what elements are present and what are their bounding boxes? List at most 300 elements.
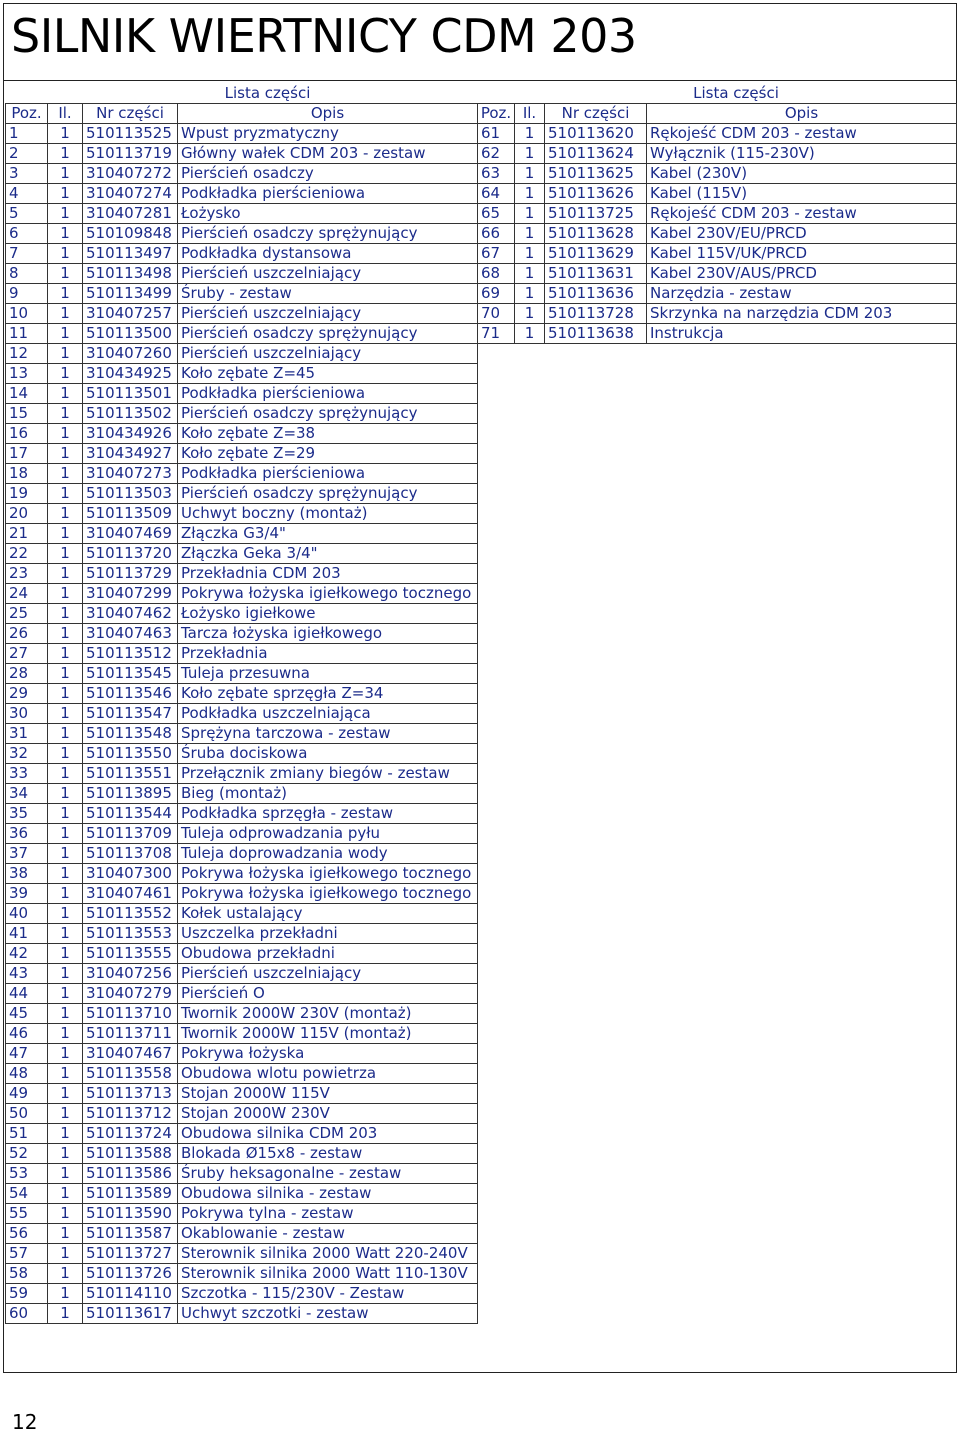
description-cell: Pierścień osadczy sprężynujący [178, 404, 478, 424]
table-row [6, 164, 478, 184]
qty-cell: 1 [48, 1024, 83, 1044]
part-number-cell: 310407273 [83, 464, 178, 484]
pos-cell: 46 [6, 1024, 48, 1044]
part-number-cell: 510113588 [83, 1144, 178, 1164]
table-row [478, 124, 957, 144]
col-part-header: Nr części [83, 104, 178, 124]
table-row [478, 244, 957, 264]
parts-table-right [477, 84, 957, 344]
description-cell: Uchwyt boczny (montaż) [178, 504, 478, 524]
pos-cell: 61 [478, 124, 515, 144]
table-row [6, 1204, 478, 1224]
description-cell: Kabel 230V/EU/PRCD [647, 224, 957, 244]
part-number-cell: 510113719 [83, 144, 178, 164]
description-cell: Łożysko igiełkowe [178, 604, 478, 624]
description-cell: Okablowanie - zestaw [178, 1224, 478, 1244]
description-cell: Pierścień uszczelniający [178, 344, 478, 364]
pos-cell: 36 [6, 824, 48, 844]
part-number-cell: 510113590 [83, 1204, 178, 1224]
page-title: SILNIK WIERTNICY CDM 203 [3, 3, 957, 81]
part-number-cell: 510113497 [83, 244, 178, 264]
part-number-cell: 510113498 [83, 264, 178, 284]
part-number-cell: 510113638 [545, 324, 647, 344]
part-number-cell: 310407256 [83, 964, 178, 984]
pos-cell: 22 [6, 544, 48, 564]
part-number-cell: 510113587 [83, 1224, 178, 1244]
description-cell: Złączka G3/4" [178, 524, 478, 544]
pos-cell: 41 [6, 924, 48, 944]
table-row [6, 844, 478, 864]
pos-cell: 23 [6, 564, 48, 584]
table-row [6, 564, 478, 584]
part-number-cell: 510113724 [83, 1124, 178, 1144]
description-cell: Koło zębate sprzęgła Z=34 [178, 684, 478, 704]
qty-cell: 1 [48, 504, 83, 524]
list-header-row [6, 84, 478, 104]
table-row [478, 164, 957, 184]
qty-cell: 1 [48, 984, 83, 1004]
col-pos-header: Poz. [478, 104, 515, 124]
description-cell: Pierścień osadczy sprężynujący [178, 324, 478, 344]
qty-cell: 1 [48, 684, 83, 704]
qty-cell: 1 [515, 124, 545, 144]
part-number-cell: 510113628 [545, 224, 647, 244]
pos-cell: 12 [6, 344, 48, 364]
table-row [6, 1124, 478, 1144]
table-row [6, 784, 478, 804]
pos-cell: 56 [6, 1224, 48, 1244]
description-cell: Tuleja odprowadzania pyłu [178, 824, 478, 844]
qty-cell: 1 [48, 564, 83, 584]
pos-cell: 64 [478, 184, 515, 204]
table-row [6, 324, 478, 344]
table-row [6, 1064, 478, 1084]
part-number-cell: 510113586 [83, 1164, 178, 1184]
part-number-cell: 310407462 [83, 604, 178, 624]
description-cell: Obudowa silnika CDM 203 [178, 1124, 478, 1144]
description-cell: Śruby heksagonalne - zestaw [178, 1164, 478, 1184]
pos-cell: 29 [6, 684, 48, 704]
table-row [6, 1084, 478, 1104]
table-row [6, 724, 478, 744]
part-number-cell: 510113712 [83, 1104, 178, 1124]
qty-cell: 1 [48, 744, 83, 764]
pos-cell: 14 [6, 384, 48, 404]
table-row [478, 264, 957, 284]
description-cell: Przekładnia CDM 203 [178, 564, 478, 584]
part-number-cell: 310434927 [83, 444, 178, 464]
pos-cell: 17 [6, 444, 48, 464]
table-row [6, 404, 478, 424]
table-row [6, 224, 478, 244]
part-number-cell: 510113720 [83, 544, 178, 564]
part-number-cell: 510113624 [545, 144, 647, 164]
pos-cell: 7 [6, 244, 48, 264]
table-row [6, 444, 478, 464]
part-number-cell: 510113725 [545, 204, 647, 224]
part-number-cell: 510113552 [83, 904, 178, 924]
table-row [6, 684, 478, 704]
qty-cell: 1 [48, 1124, 83, 1144]
qty-cell: 1 [48, 524, 83, 544]
part-number-cell: 510113500 [83, 324, 178, 344]
part-number-cell: 310434926 [83, 424, 178, 444]
description-cell: Łożysko [178, 204, 478, 224]
description-cell: Podkładka dystansowa [178, 244, 478, 264]
qty-cell: 1 [48, 144, 83, 164]
table-row [6, 384, 478, 404]
part-number-cell: 510113708 [83, 844, 178, 864]
part-number-cell: 510113544 [83, 804, 178, 824]
col-qty-header: Il. [515, 104, 545, 124]
table-row [6, 304, 478, 324]
qty-cell: 1 [48, 804, 83, 824]
pos-cell: 2 [6, 144, 48, 164]
qty-cell: 1 [48, 964, 83, 984]
table-row [6, 364, 478, 384]
description-cell: Rękojeść CDM 203 - zestaw [647, 124, 957, 144]
pos-cell: 70 [478, 304, 515, 324]
table-row [6, 124, 478, 144]
qty-cell: 1 [515, 184, 545, 204]
table-row [6, 964, 478, 984]
qty-cell: 1 [48, 184, 83, 204]
part-number-cell: 310407300 [83, 864, 178, 884]
page-number: 12 [12, 1410, 38, 1434]
qty-cell: 1 [515, 224, 545, 244]
description-cell: Koło zębate Z=29 [178, 444, 478, 464]
part-number-cell: 510113711 [83, 1024, 178, 1044]
qty-cell: 1 [48, 1004, 83, 1024]
column-header-row [478, 104, 957, 124]
table-row [6, 1024, 478, 1044]
table-row [6, 644, 478, 664]
table-row [6, 1004, 478, 1024]
pos-cell: 43 [6, 964, 48, 984]
pos-cell: 30 [6, 704, 48, 724]
qty-cell: 1 [48, 1144, 83, 1164]
qty-cell: 1 [48, 1044, 83, 1064]
part-number-cell: 510113502 [83, 404, 178, 424]
table-row [6, 1104, 478, 1124]
pos-cell: 48 [6, 1064, 48, 1084]
qty-cell: 1 [48, 924, 83, 944]
qty-cell: 1 [48, 424, 83, 444]
qty-cell: 1 [48, 1064, 83, 1084]
pos-cell: 18 [6, 464, 48, 484]
pos-cell: 58 [6, 1264, 48, 1284]
part-number-cell: 310434925 [83, 364, 178, 384]
qty-cell: 1 [48, 404, 83, 424]
qty-cell: 1 [48, 764, 83, 784]
part-number-cell: 510113547 [83, 704, 178, 724]
part-number-cell: 510113631 [545, 264, 647, 284]
description-cell: Pokrywa łożyska igiełkowego tocznego [178, 884, 478, 904]
description-cell: Skrzynka na narzędzia CDM 203 [647, 304, 957, 324]
table-row [6, 1184, 478, 1204]
part-number-cell: 510113558 [83, 1064, 178, 1084]
description-cell: Podkładka uszczelniająca [178, 704, 478, 724]
part-number-cell: 310407281 [83, 204, 178, 224]
part-number-cell: 510113512 [83, 644, 178, 664]
description-cell: Tuleja doprowadzania wody [178, 844, 478, 864]
pos-cell: 66 [478, 224, 515, 244]
pos-cell: 57 [6, 1244, 48, 1264]
description-cell: Tarcza łożyska igiełkowego [178, 624, 478, 644]
table-row [6, 764, 478, 784]
part-number-cell: 310407260 [83, 344, 178, 364]
table-row [6, 1284, 478, 1304]
qty-cell: 1 [48, 484, 83, 504]
qty-cell: 1 [48, 204, 83, 224]
description-cell: Szczotka - 115/230V - Zestaw [178, 1284, 478, 1304]
description-cell: Przełącznik zmiany biegów - zestaw [178, 764, 478, 784]
part-number-cell: 510113713 [83, 1084, 178, 1104]
pos-cell: 42 [6, 944, 48, 964]
description-cell: Blokada Ø15x8 - zestaw [178, 1144, 478, 1164]
qty-cell: 1 [48, 864, 83, 884]
part-number-cell: 510113545 [83, 664, 178, 684]
part-number-cell: 510113728 [545, 304, 647, 324]
part-number-cell: 310407461 [83, 884, 178, 904]
table-row [6, 464, 478, 484]
part-number-cell: 510113620 [545, 124, 647, 144]
qty-cell: 1 [48, 1224, 83, 1244]
qty-cell: 1 [48, 1164, 83, 1184]
description-cell: Pierścień O [178, 984, 478, 1004]
pos-cell: 45 [6, 1004, 48, 1024]
description-cell: Kabel (115V) [647, 184, 957, 204]
part-number-cell: 510113525 [83, 124, 178, 144]
pos-cell: 59 [6, 1284, 48, 1304]
part-number-cell: 510113548 [83, 724, 178, 744]
pos-cell: 27 [6, 644, 48, 664]
qty-cell: 1 [48, 264, 83, 284]
description-cell: Koło zębate Z=38 [178, 424, 478, 444]
description-cell: Główny wałek CDM 203 - zestaw [178, 144, 478, 164]
table-row [6, 584, 478, 604]
qty-cell: 1 [48, 1244, 83, 1264]
pos-cell: 35 [6, 804, 48, 824]
table-row [6, 904, 478, 924]
table-row [478, 184, 957, 204]
table-row [6, 1224, 478, 1244]
description-cell: Śruba dociskowa [178, 744, 478, 764]
col-desc-header: Opis [647, 104, 957, 124]
qty-cell: 1 [515, 324, 545, 344]
pos-cell: 65 [478, 204, 515, 224]
table-row [478, 144, 957, 164]
pos-cell: 67 [478, 244, 515, 264]
description-cell: Wpust pryzmatyczny [178, 124, 478, 144]
table-row [6, 944, 478, 964]
pos-cell: 62 [478, 144, 515, 164]
table-row [478, 324, 957, 344]
pos-cell: 20 [6, 504, 48, 524]
table-row [6, 184, 478, 204]
table-row [478, 284, 957, 304]
qty-cell: 1 [515, 144, 545, 164]
table-row [6, 484, 478, 504]
pos-cell: 16 [6, 424, 48, 444]
pos-cell: 63 [478, 164, 515, 184]
description-cell: Pokrywa łożyska [178, 1044, 478, 1064]
table-row [6, 924, 478, 944]
table-row [6, 264, 478, 284]
pos-cell: 52 [6, 1144, 48, 1164]
part-number-cell: 510113553 [83, 924, 178, 944]
pos-cell: 1 [6, 124, 48, 144]
qty-cell: 1 [48, 784, 83, 804]
qty-cell: 1 [48, 844, 83, 864]
part-number-cell: 310407257 [83, 304, 178, 324]
description-cell: Obudowa silnika - zestaw [178, 1184, 478, 1204]
description-cell: Śruby - zestaw [178, 284, 478, 304]
table-row [6, 1144, 478, 1164]
pos-cell: 8 [6, 264, 48, 284]
description-cell: Pokrywa łożyska igiełkowego tocznego [178, 864, 478, 884]
qty-cell: 1 [48, 884, 83, 904]
pos-cell: 32 [6, 744, 48, 764]
description-cell: Sterownik silnika 2000 Watt 220-240V [178, 1244, 478, 1264]
description-cell: Pierścień uszczelniający [178, 304, 478, 324]
list-title-left: Lista części [224, 84, 311, 103]
pos-cell: 47 [6, 1044, 48, 1064]
table-row [6, 1044, 478, 1064]
qty-cell: 1 [48, 584, 83, 604]
qty-cell: 1 [48, 124, 83, 144]
table-row [6, 544, 478, 564]
table-row [478, 304, 957, 324]
col-part-header: Nr części [545, 104, 647, 124]
pos-cell: 71 [478, 324, 515, 344]
table-row [6, 604, 478, 624]
qty-cell: 1 [48, 904, 83, 924]
table-row [6, 204, 478, 224]
qty-cell: 1 [515, 164, 545, 184]
pos-cell: 60 [6, 1304, 48, 1324]
qty-cell: 1 [48, 304, 83, 324]
qty-cell: 1 [48, 1104, 83, 1124]
table-row [478, 204, 957, 224]
description-cell: Obudowa przekładni [178, 944, 478, 964]
pos-cell: 33 [6, 764, 48, 784]
pos-cell: 69 [478, 284, 515, 304]
table-row [6, 884, 478, 904]
table-row [6, 504, 478, 524]
pos-cell: 34 [6, 784, 48, 804]
table-row [6, 1264, 478, 1284]
qty-cell: 1 [48, 284, 83, 304]
description-cell: Twornik 2000W 115V (montaż) [178, 1024, 478, 1044]
qty-cell: 1 [48, 384, 83, 404]
description-cell: Złączka Geka 3/4" [178, 544, 478, 564]
table-row [6, 824, 478, 844]
pos-cell: 19 [6, 484, 48, 504]
table-row [6, 1304, 478, 1324]
description-cell: Podkładka pierścieniowa [178, 384, 478, 404]
description-cell: Pokrywa łożyska igiełkowego tocznego [178, 584, 478, 604]
qty-cell: 1 [515, 204, 545, 224]
table-row [478, 224, 957, 244]
part-number-cell: 510113546 [83, 684, 178, 704]
part-number-cell: 510113550 [83, 744, 178, 764]
table-row [6, 144, 478, 164]
pos-cell: 38 [6, 864, 48, 884]
description-cell: Podkładka pierścieniowa [178, 464, 478, 484]
table-row [6, 664, 478, 684]
part-number-cell: 510113726 [83, 1264, 178, 1284]
table-row [6, 984, 478, 1004]
description-cell: Przekładnia [178, 644, 478, 664]
part-number-cell: 510109848 [83, 224, 178, 244]
description-cell: Podkładka sprzęgła - zestaw [178, 804, 478, 824]
pos-cell: 13 [6, 364, 48, 384]
qty-cell: 1 [48, 1204, 83, 1224]
pos-cell: 21 [6, 524, 48, 544]
description-cell: Kabel (230V) [647, 164, 957, 184]
description-cell: Pierścień osadczy sprężynujący [178, 484, 478, 504]
table-row [6, 344, 478, 364]
description-cell: Kołek ustalający [178, 904, 478, 924]
description-cell: Kabel 115V/UK/PRCD [647, 244, 957, 264]
part-number-cell: 510113729 [83, 564, 178, 584]
col-qty-header: Il. [48, 104, 83, 124]
description-cell: Obudowa wlotu powietrza [178, 1064, 478, 1084]
part-number-cell: 510113895 [83, 784, 178, 804]
qty-cell: 1 [48, 244, 83, 264]
table-row [6, 424, 478, 444]
table-row [6, 284, 478, 304]
part-number-cell: 510113551 [83, 764, 178, 784]
part-number-cell: 510113626 [545, 184, 647, 204]
col-desc-header: Opis [178, 104, 478, 124]
part-number-cell: 510113625 [545, 164, 647, 184]
table-row [6, 244, 478, 264]
qty-cell: 1 [515, 264, 545, 284]
qty-cell: 1 [48, 544, 83, 564]
part-number-cell: 510113629 [545, 244, 647, 264]
pos-cell: 54 [6, 1184, 48, 1204]
description-cell: Stojan 2000W 115V [178, 1084, 478, 1104]
part-number-cell: 510113555 [83, 944, 178, 964]
pos-cell: 28 [6, 664, 48, 684]
part-number-cell: 310407299 [83, 584, 178, 604]
description-cell: Narzędzia - zestaw [647, 284, 957, 304]
pos-cell: 4 [6, 184, 48, 204]
table-row [6, 524, 478, 544]
qty-cell: 1 [515, 244, 545, 264]
pos-cell: 24 [6, 584, 48, 604]
qty-cell: 1 [48, 724, 83, 744]
pos-cell: 31 [6, 724, 48, 744]
part-number-cell: 510113503 [83, 484, 178, 504]
qty-cell: 1 [515, 304, 545, 324]
list-header-row [478, 84, 957, 104]
table-row [6, 1244, 478, 1264]
pos-cell: 15 [6, 404, 48, 424]
qty-cell: 1 [48, 1264, 83, 1284]
qty-cell: 1 [48, 1304, 83, 1324]
pos-cell: 39 [6, 884, 48, 904]
part-number-cell: 510114110 [83, 1284, 178, 1304]
table-row [6, 624, 478, 644]
description-cell: Pokrywa tylna - zestaw [178, 1204, 478, 1224]
part-number-cell: 510113589 [83, 1184, 178, 1204]
description-cell: Tuleja przesuwna [178, 664, 478, 684]
table-row [6, 804, 478, 824]
list-title-right: Lista części [693, 84, 779, 103]
